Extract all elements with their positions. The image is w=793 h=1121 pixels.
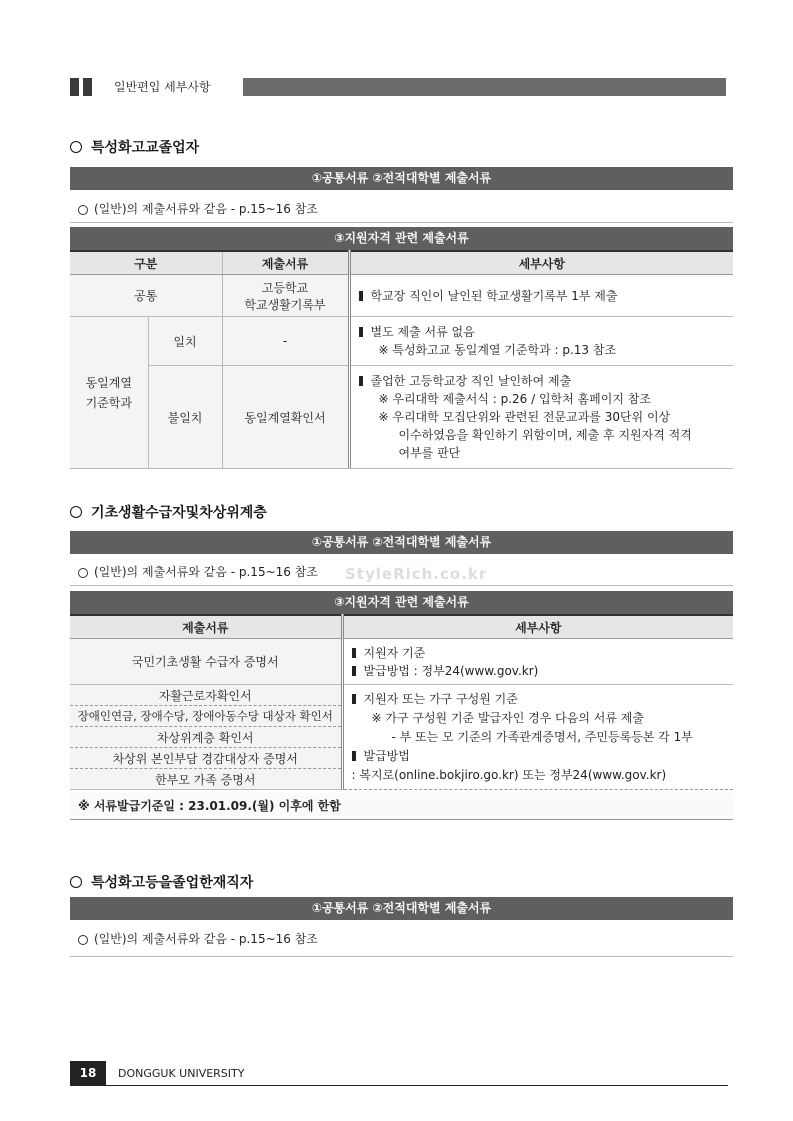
group-cell: 동일계열 기준학과 — [70, 317, 148, 469]
section-title-text: 특성화고교졸업자 — [91, 140, 200, 156]
detail-text: 별도 제출 서류 없음 — [370, 325, 475, 339]
circle-icon — [70, 506, 82, 518]
page-footer — [70, 1061, 728, 1086]
issue-date-note: ※ 서류발급기준일 : 23.01.09.(월) 이후에 한함 — [70, 793, 733, 820]
category-cell: 공통 — [70, 275, 222, 317]
circle-bullet-icon — [78, 935, 88, 945]
document-cell: 차상위 본인부담 경감대상자 증명서 — [70, 748, 342, 769]
circle-icon — [70, 876, 82, 888]
header-bar — [243, 78, 726, 96]
section-bar: ①공통서류 ②전적대학별 제출서류 — [70, 897, 733, 920]
documents-table — [70, 614, 733, 790]
detail-text: 발급방법 : 정부24(www.gov.kr) — [363, 663, 539, 678]
detail-cell — [342, 685, 733, 790]
detail-text: 여부를 판단 — [398, 446, 461, 460]
col-header: 제출서류 — [70, 615, 342, 639]
table-header-row — [70, 615, 733, 639]
document-line: 고등학교 — [261, 280, 309, 295]
header-block — [70, 78, 79, 96]
square-bullet-icon — [359, 376, 363, 386]
detail-text: 이수하였음을 확인하기 위함이며, 제출 후 지원자격 적격 — [398, 428, 692, 442]
detail-cell — [349, 317, 733, 366]
document-cell: - — [222, 317, 349, 366]
detail-cell — [349, 275, 733, 317]
document-cell: 한부모 가족 증명서 — [70, 769, 342, 790]
section-bar: ①공통서류 ②전적대학별 제출서류 — [70, 531, 733, 554]
document-cell: 국민기초생활 수급자 증명서 — [70, 639, 342, 685]
section-title — [70, 872, 253, 892]
detail-text: ※ 특성화고교 동일계열 기준학과 : p.13 참조 — [378, 343, 617, 357]
square-bullet-icon — [359, 291, 363, 301]
col-header: 세부사항 — [349, 251, 733, 275]
detail-cell — [349, 366, 733, 469]
detail-text: ※ 우리대학 모집단위와 관련된 전문교과를 30단위 이상 — [378, 410, 671, 424]
table-row — [70, 685, 733, 706]
detail-text: 학교장 직인이 날인된 학교생활기록부 1부 제출 — [370, 288, 618, 303]
university-name: DONGGUK UNIVERSITY — [118, 1067, 245, 1080]
col-header: 세부사항 — [342, 615, 733, 639]
table-row — [70, 317, 733, 366]
documents-table — [70, 250, 733, 469]
square-bullet-icon — [352, 751, 356, 761]
detail-text: ※ 우리대학 제출서식 : p.26 / 입학처 홈페이지 참조 — [378, 392, 651, 406]
sub-category-cell: 일치 — [148, 317, 222, 366]
reference-note — [70, 927, 733, 957]
reference-text: (일반)의 제출서류와 같음 - p.15~16 참조 — [94, 202, 318, 216]
watermark: StyleRich.co.kr — [345, 565, 488, 583]
document-cell: 자활근로자확인서 — [70, 685, 342, 706]
document-cell: 동일계열확인서 — [222, 366, 349, 469]
reference-note — [70, 197, 733, 223]
section-bar: ①공통서류 ②전적대학별 제출서류 — [70, 167, 733, 190]
table-row — [70, 639, 733, 685]
section-title — [70, 137, 199, 157]
section-bar: ③지원자격 관련 제출서류 — [70, 591, 733, 614]
detail-text: ※ 가구 구성원 기준 발급자인 경우 다음의 서류 제출 — [371, 710, 644, 725]
circle-bullet-icon — [78, 568, 88, 578]
document-cell: 차상위계층 확인서 — [70, 727, 342, 748]
section-title-text: 기초생활수급자및차상위계층 — [91, 505, 267, 521]
detail-text: - 부 또는 모 기준의 가족관계증명서, 주민등록등본 각 1부 — [391, 729, 693, 744]
document-line: 학교생활기록부 — [244, 297, 326, 312]
detail-text: 지원자 기준 — [363, 645, 426, 660]
circle-bullet-icon — [78, 205, 88, 215]
page-header — [70, 78, 726, 96]
section-title-text: 특성화고등을졸업한재직자 — [91, 875, 254, 891]
circle-icon — [70, 141, 82, 153]
reference-text: (일반)의 제출서류와 같음 - p.15~16 참조 — [94, 932, 318, 946]
table-row — [70, 366, 733, 469]
reference-text: (일반)의 제출서류와 같음 - p.15~16 참조 — [94, 565, 318, 579]
square-bullet-icon — [359, 327, 363, 337]
square-bullet-icon — [352, 694, 356, 704]
square-bullet-icon — [352, 648, 356, 658]
sub-category-cell: 불일치 — [148, 366, 222, 469]
col-header: 구분 — [70, 251, 222, 275]
detail-text: 발급방법 — [363, 748, 410, 763]
document-cell — [222, 275, 349, 317]
table-row — [70, 275, 733, 317]
table-header-row — [70, 251, 733, 275]
page-number: 18 — [70, 1061, 106, 1085]
detail-text: 지원자 또는 가구 구성원 기준 — [363, 691, 518, 706]
detail-text: 졸업한 고등학교장 직인 날인하여 제출 — [370, 374, 572, 388]
detail-text: : 복지로(online.bokjiro.go.kr) 또는 정부24(www.gov.kr) — [351, 767, 667, 782]
col-header: 제출서류 — [222, 251, 349, 275]
header-block — [83, 78, 92, 96]
section-title — [70, 502, 267, 522]
document-cell: 장애인연금, 장애수당, 장애아동수당 대상자 확인서 — [70, 706, 342, 727]
detail-cell — [342, 639, 733, 685]
section-bar: ③지원자격 관련 제출서류 — [70, 227, 733, 250]
square-bullet-icon — [352, 666, 356, 676]
header-title: 일반편입 세부사항 — [114, 80, 211, 94]
